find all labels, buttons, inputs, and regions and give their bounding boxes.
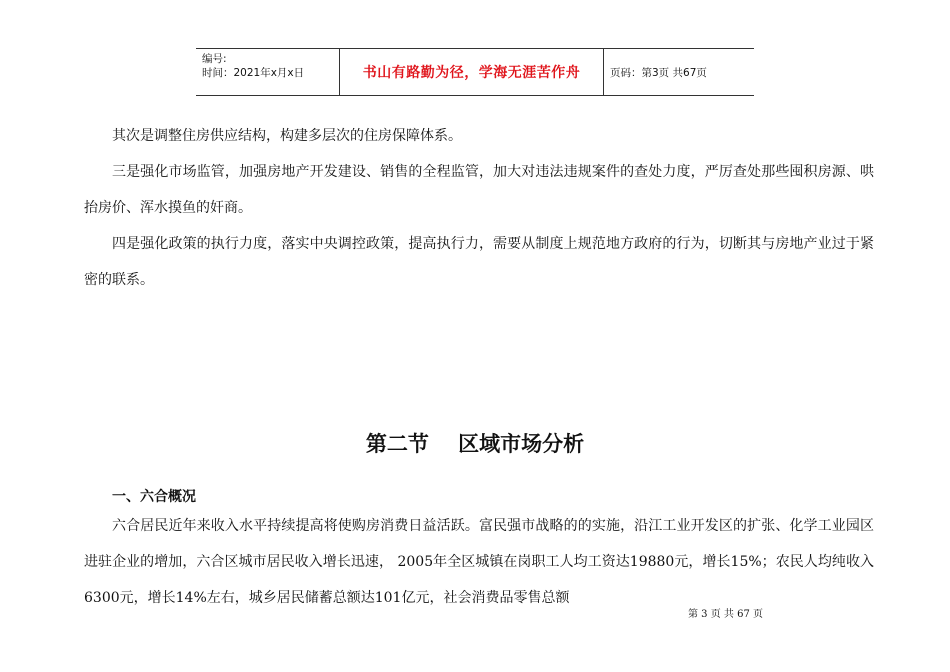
page-footer: 第 3 页 共 67 页	[688, 609, 763, 620]
section-subheading: 一、六合概况	[112, 489, 196, 505]
section-body: 六合居民近年来收入水平持续提高将使购房消费日益活跃。富民强市战略的的实施，沿江工业开发区的扩张、化学工业园区进驻企业的增加，六合区城市居民收入增长迅速， 2005年全区城镇在岗职工人均工资达19880元，增长15%；农民人均纯收入6300元，增长14%左右，城乡居民储蓄总额达101亿元，社会消费品零售总额	[84, 518, 874, 606]
paragraph-2: 三是强化市场监管，加强房地产开发建设、销售的全程监管，加大对违法违规案件的查处力度，严厉查处那些囤积房源、哄抬房价、浑水摸鱼的奸商。	[84, 164, 874, 216]
header-motto: 书山有路勤为径，学海无涯苦作舟	[340, 49, 604, 95]
section-title: 第二节 区域市场分析	[365, 432, 585, 456]
paragraph-1: 其次是调整住房供应结构，构建多层次的住房保障体系。	[112, 128, 462, 144]
code-label: 编号:	[202, 53, 227, 65]
header-page-info: 页码：第3页 共67页	[610, 66, 707, 79]
paragraph-3: 四是强化政策的执行力度，落实中央调控政策，提高执行力，需要从制度上规范地方政府的行为，切断其与房地产业过于紧密的联系。	[84, 236, 874, 288]
document-header	[196, 48, 754, 96]
time-label: 时间：2021年x月x日	[202, 67, 305, 79]
header-meta	[196, 49, 340, 95]
